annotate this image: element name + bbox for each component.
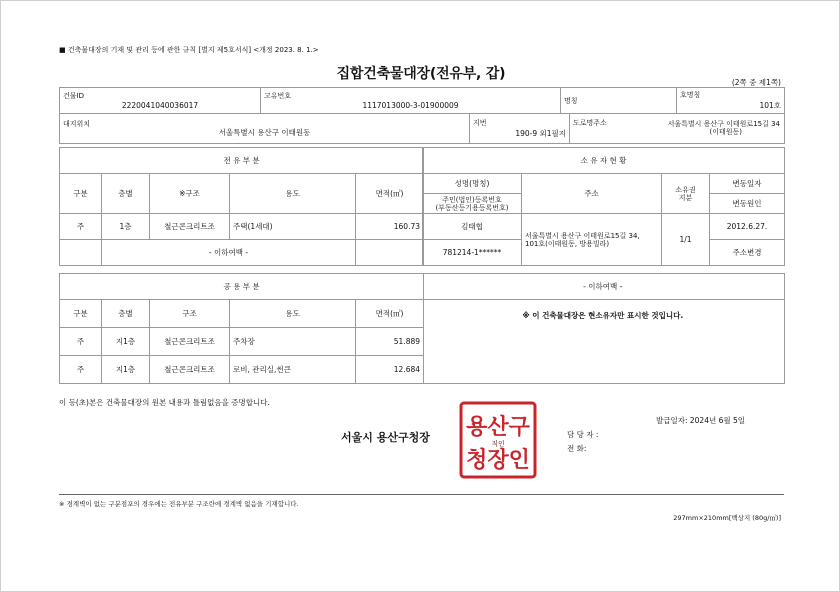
road-address-line1: 서울특별시 용산구 이태원로15길 34 [667, 120, 780, 128]
owner-change-date: 2012.6.27. [710, 214, 785, 240]
row-area: 12.684 [356, 356, 424, 384]
empty-cell [356, 240, 424, 266]
seal-text-top: 용산구 [466, 415, 530, 440]
row-div: 주 [60, 356, 102, 384]
col-owner-id [423, 194, 522, 214]
footnote: ※ 경계벽이 없는 구분점포의 경우에는 전유부분 구조란에 경계벽 없음을 기재합니다. [59, 500, 299, 508]
col-area: 면적(㎡) [356, 300, 424, 328]
col-use: 용도 [230, 174, 356, 214]
owner-address [522, 214, 662, 266]
site-cell [60, 114, 470, 144]
unique-no-value: 1117013000-3-01900009 [362, 101, 459, 110]
unique-no-cell [261, 88, 561, 114]
seal-text-bottom: 청장인 [466, 448, 530, 473]
col-owner-address: 주소 [522, 174, 662, 214]
col-change-date: 변동일자 [710, 174, 785, 194]
site-info-table [59, 113, 785, 144]
col-area: 면적(㎡) [356, 174, 424, 214]
row-area: 160.73 [356, 214, 424, 240]
unique-no-label: 고유번호 [264, 92, 292, 100]
row-div: 주 [60, 214, 102, 240]
owner-change-reason: 주소변경 [710, 240, 785, 266]
building-id-value: 2220041040036017 [121, 101, 199, 110]
table-row [60, 328, 424, 356]
col-owner-share-line1: 소유권 [675, 185, 696, 194]
col-owner-id-line2: (부동산등기용등록번호) [435, 203, 509, 212]
phone-label: 전 화: [567, 444, 587, 453]
col-structure: ※구조 [150, 174, 230, 214]
exclusive-section-title: 전 유 부 분 [60, 148, 424, 174]
common-section-title: 공 용 부 분 [60, 274, 424, 300]
lot-label: 지번 [473, 119, 487, 127]
road-address-line2: (이태원동) [709, 128, 742, 136]
owner-share: 1/1 [662, 214, 710, 266]
staff-label: 담 당 자 : [567, 430, 599, 439]
col-change-reason: 변동원인 [710, 194, 785, 214]
issuer-name: 서울시 용산구청장 [341, 431, 430, 444]
owner-notice: ※ 이 건축물대장은 현소유자만 표시한 것입니다. [422, 300, 784, 384]
unit-cell [677, 88, 785, 114]
col-owner-name: 성명(명칭) [423, 174, 522, 194]
owner-continuation-table [422, 273, 785, 384]
row-structure: 철근콘크리트조 [150, 356, 230, 384]
paper-spec: 297mm×210mm[백상지 (80g/㎡)] [673, 514, 781, 522]
col-use: 용도 [230, 300, 356, 328]
certification-text: 이 등(초)본은 건축물대장의 원본 내용과 틀림없음을 증명합니다. [59, 398, 270, 407]
col-floor: 층별 [102, 300, 150, 328]
row-floor: 지1층 [102, 328, 150, 356]
col-owner-id-line1: 주민(법인)등록번호 [442, 195, 502, 204]
row-area: 51.889 [356, 328, 424, 356]
row-use: 주택(1세대) [230, 214, 356, 240]
col-div: 구분 [60, 174, 102, 214]
site-label: 대지위치 [63, 120, 91, 128]
name-label: 명칭 [564, 96, 578, 105]
row-use: 로비, 관리실,썬큰 [230, 356, 356, 384]
col-owner-share-line2: 지분 [678, 193, 693, 202]
lot-value: 190-9 외1필지 [515, 129, 566, 138]
law-reference: ■ 건축물대장의 기재 및 관리 등에 관한 규칙 [별지 제5호서식] <개정 2023. 8. 1.> [59, 46, 319, 54]
issue-date: 발급일자: 2024년 6월 5일 [656, 416, 746, 425]
road-address-label: 도로명주소 [573, 119, 607, 127]
row-div: 주 [60, 328, 102, 356]
road-address-cell [570, 114, 785, 144]
owner-end-text: - 이하여백 - [422, 274, 784, 300]
unit-label: 호명칭 [680, 91, 701, 99]
owner-status-table [422, 147, 785, 266]
owner-id: 781214-1****** [423, 240, 522, 266]
col-structure: 구조 [150, 300, 230, 328]
building-info-table [59, 87, 785, 114]
owner-name: 김태협 [423, 214, 522, 240]
site-value: 서울특별시 용산구 이태원동 [218, 128, 311, 137]
page-count: (2쪽 중 제1쪽) [731, 78, 781, 87]
lot-cell [470, 114, 570, 144]
owner-section-title: 소 유 자 현 황 [423, 148, 785, 174]
footer-divider [59, 494, 784, 495]
table-row [60, 356, 424, 384]
col-div: 구분 [60, 300, 102, 328]
unit-value: 101호 [759, 101, 781, 110]
exclusive-part-table [59, 147, 424, 266]
name-cell [561, 88, 677, 114]
exclusive-end-text: - 이하여백 - [102, 240, 356, 266]
row-structure: 철근콘크리트조 [150, 328, 230, 356]
owner-address-line2: 101호(이태원동, 방용빌라) [525, 239, 610, 248]
table-row [60, 214, 424, 240]
building-id-cell [60, 88, 261, 114]
owner-address-line1: 서울특별시 용산구 이태원로15길 34, [525, 231, 640, 240]
common-part-table [59, 273, 424, 384]
official-seal-icon [459, 401, 537, 479]
row-structure: 철근콘크리트조 [150, 214, 230, 240]
col-floor: 층별 [102, 174, 150, 214]
col-owner-share [662, 174, 710, 214]
row-floor: 지1층 [102, 356, 150, 384]
row-floor: 1층 [102, 214, 150, 240]
empty-cell [60, 240, 102, 266]
document-title: 집합건축물대장(전유부, 갑) [336, 66, 506, 82]
seal-center-text: 직인 [491, 440, 505, 448]
row-use: 주차장 [230, 328, 356, 356]
building-id-label: 건물ID [63, 92, 84, 100]
